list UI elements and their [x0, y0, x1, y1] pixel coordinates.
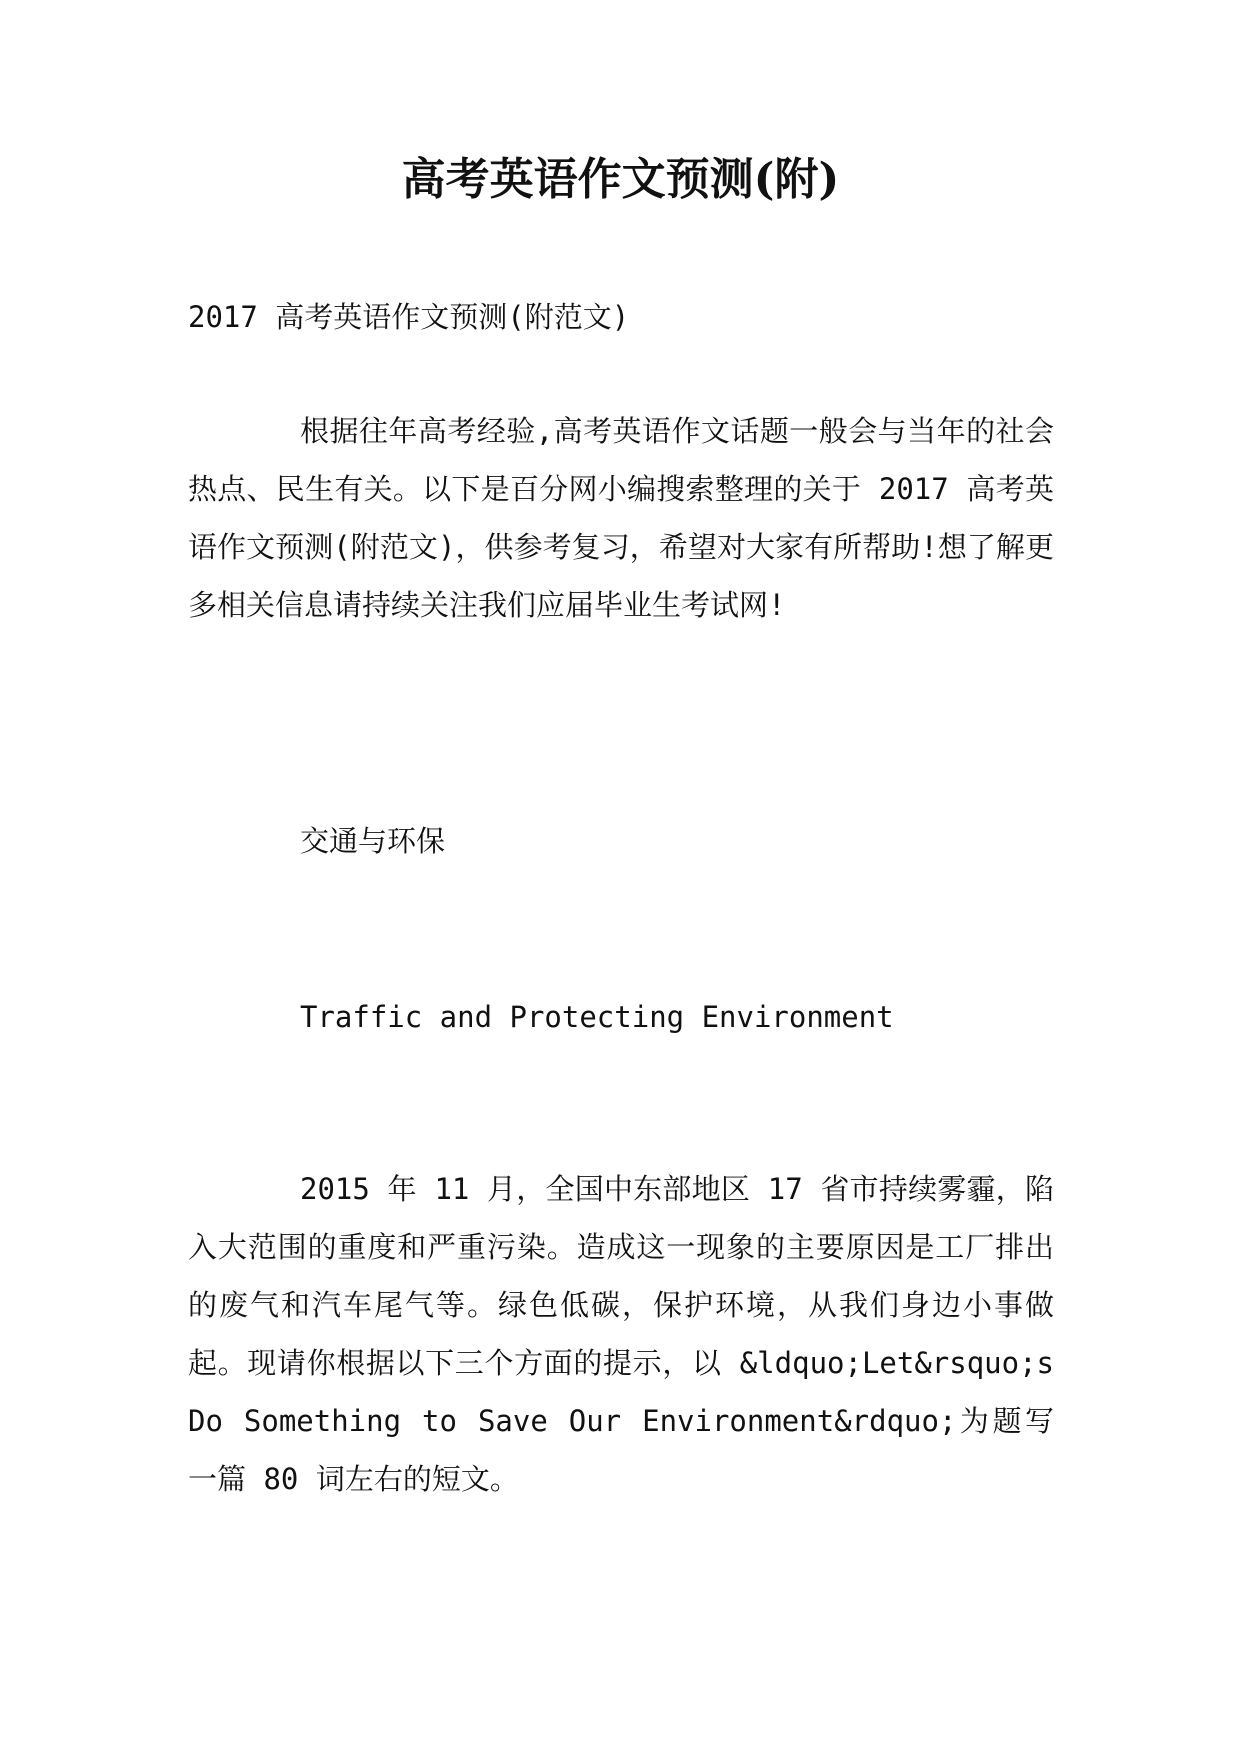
document-subtitle: 2017 高考英语作文预测(附范文) [188, 300, 630, 334]
document-title: 高考英语作文预测(附) [401, 154, 840, 205]
intro-paragraph: 根据往年高考经验,高考英语作文话题一般会与当年的社会热点、民生有关。以下是百分网小编搜索整理的关于 2017 高考英语作文预测(附范文)，供参考复习，希望对大家有所帮助!想了解更多相关信息请持续关注我们应届毕业生考试网! [188, 414, 1054, 622]
task-paragraph: 2015 年 11 月，全国中东部地区 17 省市持续雾霾，陷入大范围的重度和严重污染。造成这一现象的主要原因是工厂排出的废气和汽车尾气等。绿色低碳，保护环境，从我们身边小事做起。现请你根据以下三个方面的提示，以 &ldquo;Let&rsquo;s Do Something to Save Our Environment&rdquo;为题写一篇 80 词左右的短文。 [188, 1172, 1054, 1496]
topic-heading-chinese: 交通与环保 [300, 824, 446, 858]
topic-heading-english: Traffic and Protecting Environment [300, 1000, 894, 1034]
